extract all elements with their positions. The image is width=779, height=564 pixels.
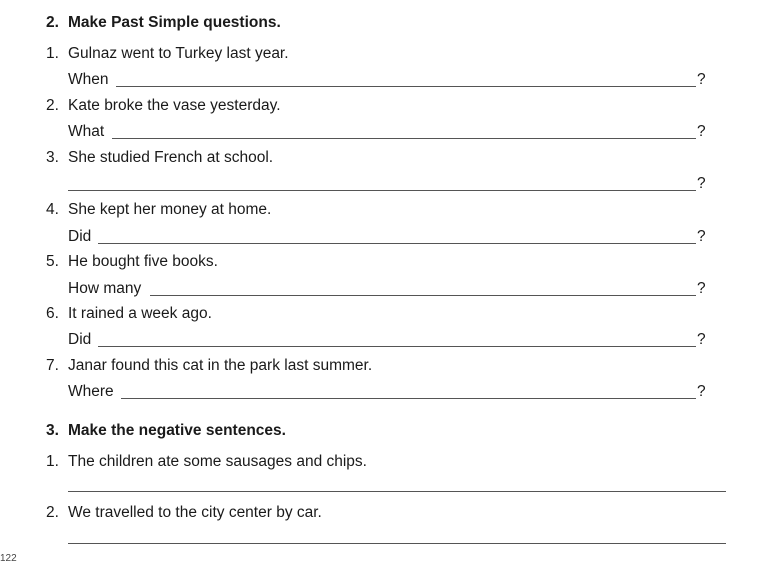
question-6-sentence (46, 305, 212, 323)
question-5-answer-line[interactable] (150, 295, 696, 296)
negative-2-sentence (46, 504, 322, 522)
question-5-number: 5. (46, 253, 59, 270)
question-3-text: She studied French at school. (68, 149, 274, 166)
question-2-answer-line[interactable] (112, 138, 696, 139)
question-2-text: Kate broke the vase yesterday. (68, 97, 281, 114)
section-2-heading (46, 14, 281, 32)
question-4-answer-line[interactable] (98, 243, 696, 244)
page-number: 122 (0, 553, 17, 564)
question-3-sentence (46, 149, 273, 167)
section-2-number: 2. (46, 14, 59, 31)
question-4-sentence (46, 201, 271, 219)
negative-2-number: 2. (46, 504, 59, 521)
section-3-title: Make the negative sentences. (68, 422, 286, 439)
question-4-text: She kept her money at home. (68, 201, 272, 218)
question-7-end: ? (697, 383, 706, 400)
question-3-answer-line[interactable] (68, 190, 696, 191)
question-2-number: 2. (46, 97, 59, 114)
question-6-text: It rained a week ago. (68, 305, 212, 322)
question-7-number: 7. (46, 357, 59, 374)
question-5-prompt: How many (68, 280, 142, 297)
negative-2-text: We travelled to the city center by car. (68, 504, 322, 521)
question-2-sentence (46, 97, 281, 115)
question-7-text: Janar found this cat in the park last summer. (68, 357, 373, 374)
question-1-number: 1. (46, 45, 59, 62)
negative-1-answer-line[interactable] (68, 491, 726, 492)
question-1-answer-line[interactable] (116, 86, 696, 87)
question-5-sentence (46, 253, 218, 271)
question-3-end: ? (697, 175, 706, 192)
question-1-text: Gulnaz went to Turkey last year. (68, 45, 289, 62)
question-7-prompt: Where (68, 383, 114, 400)
negative-1-text: The children ate some sausages and chips. (68, 453, 367, 470)
question-1-end: ? (697, 71, 706, 88)
question-2-prompt: What (68, 123, 105, 140)
question-6-answer-line[interactable] (98, 346, 696, 347)
question-2-end: ? (697, 123, 706, 140)
question-4-number: 4. (46, 201, 59, 218)
section-3-number: 3. (46, 422, 59, 439)
question-1-sentence (46, 45, 289, 63)
question-5-end: ? (697, 280, 706, 297)
question-1-prompt: When (68, 71, 109, 88)
question-6-number: 6. (46, 305, 59, 322)
negative-2-answer-line[interactable] (68, 543, 726, 544)
question-4-end: ? (697, 228, 706, 245)
negative-1-sentence (46, 453, 367, 471)
question-5-text: He bought five books. (68, 253, 218, 270)
question-7-answer-line[interactable] (121, 398, 696, 399)
negative-1-number: 1. (46, 453, 59, 470)
question-4-prompt: Did (68, 228, 92, 245)
question-3-number: 3. (46, 149, 59, 166)
question-7-sentence (46, 357, 372, 375)
question-6-prompt: Did (68, 331, 92, 348)
section-2-title: Make Past Simple questions. (68, 14, 281, 31)
section-3-heading (46, 422, 286, 440)
question-6-end: ? (697, 331, 706, 348)
